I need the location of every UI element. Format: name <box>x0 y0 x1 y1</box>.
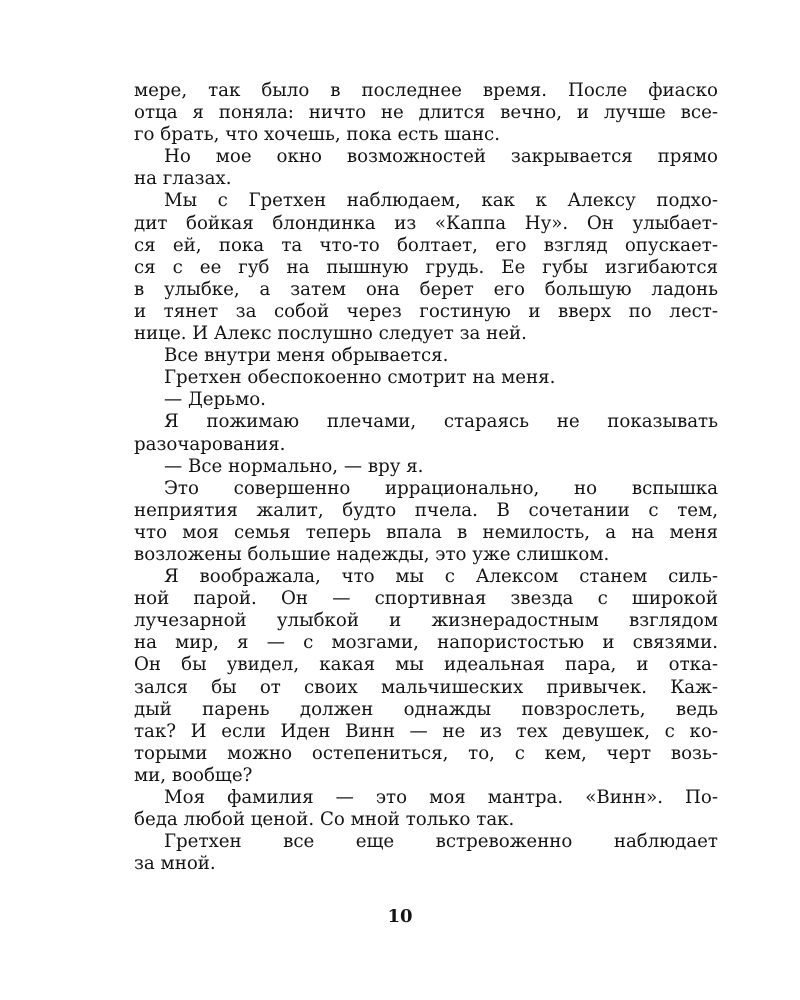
text-line: так? И если Иден Винн — не из тех девушек, с ко- <box>134 720 718 742</box>
text-line: разочарования. <box>134 433 286 455</box>
text-line: — Все нормально, — вру я. <box>164 455 424 477</box>
text-line: Я воображала, что мы с Алексом станем силь- <box>164 566 718 588</box>
text-line: в улыбке, а затем она берет его большую ладонь <box>134 278 718 300</box>
text-line: ми, вообще? <box>134 764 253 786</box>
body-text <box>134 80 718 875</box>
text-line: ся ей, пока та что-то болтает, его взгляд опускает- <box>134 234 718 256</box>
text-line: лучезарной улыбкой и жизнерадостным взглядом <box>134 610 718 632</box>
text-line: возложены большие надежды, это уже слишком. <box>134 543 610 565</box>
text-line: ся с ее губ на пышную грудь. Ее губы изгибаются <box>134 256 718 278</box>
text-line: неприятия жалит, будто пчела. В сочетании с тем, <box>134 499 718 521</box>
text-line: беда любой ценой. Со мной только так. <box>134 809 515 831</box>
text-line: что моя семья теперь впала в немилость, а на меня <box>134 521 718 543</box>
text-line: зался бы от своих мальчишеских привычек. Каж- <box>134 676 718 698</box>
text-line: — Дерьмо. <box>164 389 266 411</box>
page-number: 10 <box>387 906 413 927</box>
text-line: мере, так было в последнее время. После фиаско <box>134 80 718 101</box>
text-line: го брать, что хочешь, пока есть шанс. <box>134 124 501 146</box>
text-line: ной парой. Он — спортивная звезда с широкой <box>134 588 718 610</box>
text-line: Моя фамилия — это моя мантра. «Винн». По- <box>164 787 718 808</box>
text-line: за мной. <box>134 853 216 875</box>
text-line: Я пожимаю плечами, стараясь не показывать <box>164 411 718 433</box>
text-line: Но мое окно возможностей закрывается прямо <box>164 146 718 168</box>
text-line: Гретхен все еще встревоженно наблюдает <box>164 831 718 853</box>
text-line: и тянет за собой через гостиную и вверх по лест- <box>134 300 718 322</box>
text-line: на мир, я — с мозгами, напористостью и связями. <box>134 632 718 654</box>
text-line: Это совершенно иррационально, но вспышка <box>164 477 718 499</box>
text-line: Все внутри меня обрывается. <box>164 345 449 367</box>
text-line: Гретхен обеспокоенно смотрит на меня. <box>164 367 556 389</box>
text-line: на глазах. <box>134 168 232 190</box>
text-line: торыми можно остепениться, то, с кем, черт возь- <box>134 742 718 764</box>
text-line: Он бы увидел, какая мы идеальная пара, и откa- <box>134 654 718 676</box>
text-line: дит бойкая блондинка из «Каппа Ну». Он улыбает- <box>134 212 718 234</box>
text-line: нице. И Алекс послушно следует за ней. <box>134 323 527 345</box>
text-line: Мы с Гретхен наблюдаем, как к Алексу подхо- <box>164 190 718 212</box>
text-line: отца я поняла: ничто не длится вечно, и лучше все- <box>134 102 718 124</box>
text-line: дый парень должен однажды повзрослеть, ведь <box>134 698 718 720</box>
